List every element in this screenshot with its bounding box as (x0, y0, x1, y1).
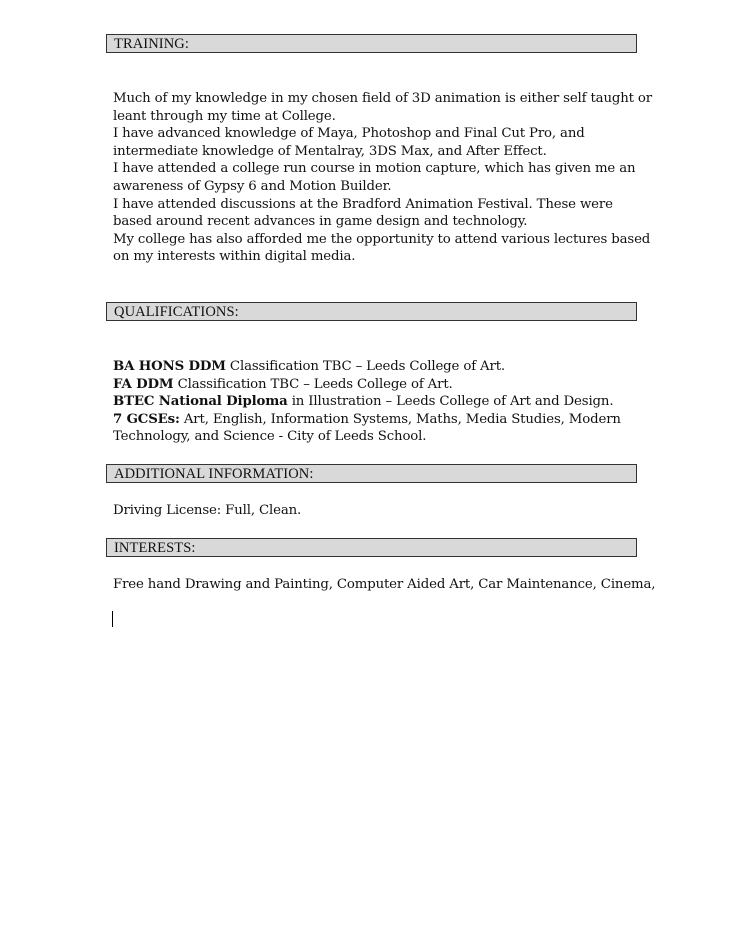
text-cursor (112, 611, 113, 627)
training-line: I have attended a college run course in motion capture, which has given me an (113, 161, 636, 177)
interests-header: INTERESTS: (106, 538, 637, 557)
training-line: awareness of Gypsy 6 and Motion Builder. (113, 178, 392, 194)
interests-line: Free hand Drawing and Painting, Computer Aided Art, Car Maintenance, Cinema, (113, 577, 656, 592)
qualification-item (113, 376, 638, 394)
additional-information-text[interactable] (113, 502, 638, 520)
qualification-detail: in Illustration – Leeds College of Art and Design. (287, 394, 614, 410)
training-line: I have attended discussions at the Bradford Animation Festival. These were (113, 196, 613, 212)
driving-license-line: Driving License: Full, Clean. (113, 503, 302, 518)
training-line: leant through my time at College. (113, 108, 336, 124)
training-line: My college has also afforded me the opportunity to attend various lectures based (113, 231, 651, 247)
training-line: based around recent advances in game design and technology. (113, 214, 528, 230)
training-line: on my interests within digital media. (113, 249, 356, 265)
qualification-title: BTEC National Diploma (113, 394, 288, 410)
qualification-item (113, 358, 638, 376)
training-line: I have advanced knowledge of Maya, Photoshop and Final Cut Pro, and (113, 126, 585, 142)
additional-information-header: ADDITIONAL INFORMATION: (106, 464, 637, 483)
qualification-item (113, 411, 638, 429)
qualifications-header: QUALIFICATIONS: (106, 302, 637, 321)
qualification-detail: Art, English, Information Systems, Maths, Media Studies, Modern (179, 411, 621, 427)
qualification-item (113, 393, 638, 411)
qualification-detail: Classification TBC – Leeds College of Art. (173, 376, 453, 392)
training-line: intermediate knowledge of Mentalray, 3DS Max, and After Effect. (113, 143, 547, 159)
qualification-detail: Classification TBC – Leeds College of Art. (225, 359, 505, 374)
training-header: TRAINING: (106, 34, 637, 53)
qualification-title: BA HONS DDM (113, 359, 226, 374)
qualifications-text[interactable] (113, 358, 638, 446)
qualification-title: 7 GCSEs: (113, 411, 180, 427)
qualification-title: FA DDM (113, 376, 174, 392)
interests-text[interactable] (113, 576, 656, 594)
training-text[interactable] (113, 90, 652, 266)
qualification-continuation: Technology, and Science - City of Leeds School. (113, 429, 427, 445)
training-line: Much of my knowledge in my chosen field of 3D animation is either self taught or (113, 91, 652, 106)
